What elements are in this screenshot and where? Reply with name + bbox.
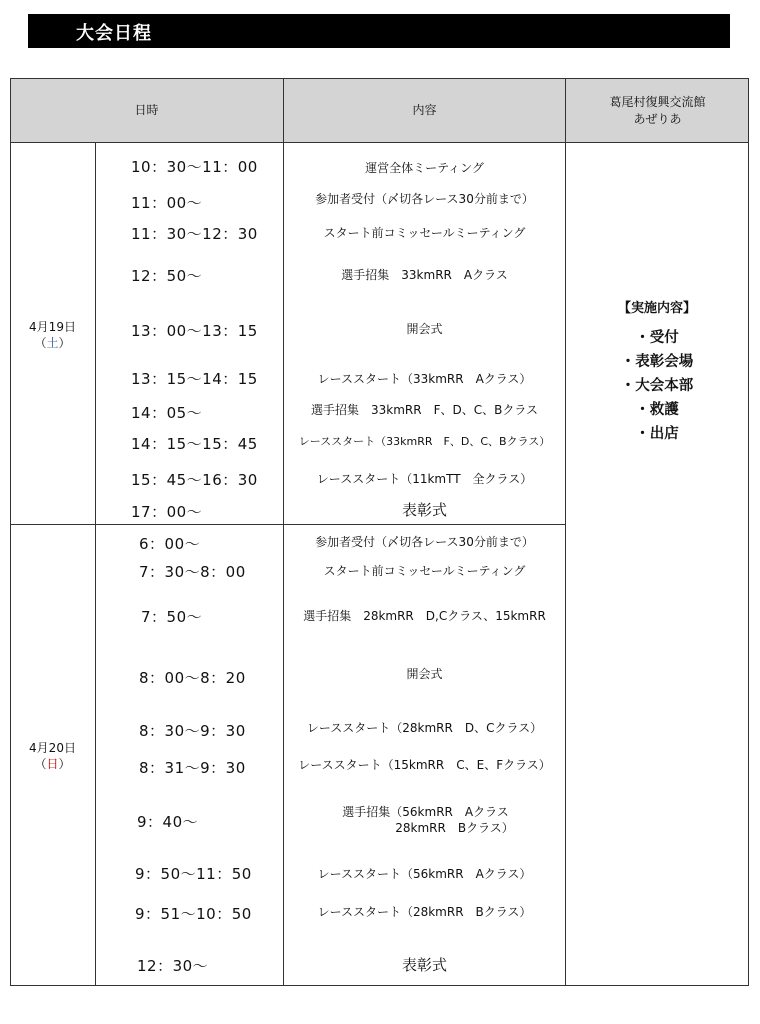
date-day2-weekday-wrap: （日） bbox=[34, 757, 71, 771]
date-day1 bbox=[10, 319, 95, 351]
day1-content-6: レーススタート（33kmRR Aクラス） bbox=[317, 372, 532, 386]
day1-content-1: 運営全体ミーティング bbox=[365, 161, 484, 175]
day2-content-4: 開会式 bbox=[406, 667, 443, 681]
date-day1-label: 4月19日 bbox=[29, 320, 76, 334]
day1-content-10: 表彰式 bbox=[401, 501, 447, 519]
day1-content-2: 参加者受付（〆切各レース30分前まで） bbox=[315, 192, 534, 206]
day-divider bbox=[10, 524, 566, 525]
day2-content-5: レーススタート（28kmRR D、Cクラス） bbox=[306, 721, 543, 735]
header-venue bbox=[566, 94, 749, 128]
day1-content-4: 選手招集 33kmRR Aクラス bbox=[341, 268, 508, 282]
venue-info-title: 【実施内容】 bbox=[617, 301, 696, 316]
day1-content-3: スタート前コミッセールミーティング bbox=[323, 226, 526, 240]
day1-time-10: 17：00～ bbox=[131, 503, 203, 521]
header-venue-name: 葛尾村復興交流館 bbox=[609, 95, 706, 109]
day1-time-1: 10：30～11：00 bbox=[131, 158, 258, 176]
day1-time-5: 13：00～13：15 bbox=[131, 322, 258, 340]
venue-item-headquarters: ・大会本部 bbox=[620, 378, 694, 394]
day2-time-3: 7：50～ bbox=[141, 608, 203, 626]
venue-item-stalls: ・出店 bbox=[635, 426, 679, 442]
day2-content-7 bbox=[284, 804, 565, 836]
header-divider bbox=[10, 142, 749, 143]
header-datetime: 日時 bbox=[134, 103, 159, 117]
day1-time-9: 15：45～16：30 bbox=[131, 471, 258, 489]
col-divider-3 bbox=[565, 78, 566, 986]
day2-content-3: 選手招集 28kmRR D,Cクラス、15kmRR bbox=[303, 609, 546, 623]
day2-content-1: 参加者受付（〆切各レース30分前まで） bbox=[315, 535, 534, 549]
day2-time-7: 9：40～ bbox=[137, 813, 199, 831]
venue-info bbox=[566, 297, 748, 446]
day2-content-6: レーススタート（15kmRR C、E、Fクラス） bbox=[298, 758, 551, 772]
day2-content-7-line1: 選手招集（56kmRR Aクラス bbox=[342, 805, 509, 819]
day1-content-8: レーススタート（33kmRR F、D、C、Bクラス） bbox=[298, 435, 551, 448]
col-divider-1 bbox=[95, 142, 96, 986]
day2-time-6: 8：31～9：30 bbox=[139, 759, 246, 777]
day2-time-10: 12：30～ bbox=[137, 957, 209, 975]
venue-item-reception: ・受付 bbox=[635, 330, 679, 346]
date-day2-label: 4月20日 bbox=[29, 741, 76, 755]
header-content: 内容 bbox=[412, 103, 437, 117]
col-divider-2 bbox=[283, 78, 284, 986]
day1-time-6: 13：15～14：15 bbox=[131, 370, 258, 388]
day2-content-7-line2: 28kmRR Bクラス） bbox=[395, 821, 514, 835]
day2-content-2: スタート前コミッセールミーティング bbox=[323, 564, 526, 578]
day2-content-8: レーススタート（56kmRR Aクラス） bbox=[317, 867, 532, 881]
day2-time-5: 8：30～9：30 bbox=[139, 722, 246, 740]
day1-time-7: 14：05～ bbox=[131, 404, 203, 422]
weekday-sunday: 日 bbox=[46, 757, 59, 771]
date-day2 bbox=[10, 740, 95, 772]
title-bar bbox=[28, 14, 730, 48]
page-title: 大会日程 bbox=[76, 23, 152, 44]
day2-content-9: レーススタート（28kmRR Bクラス） bbox=[317, 905, 532, 919]
venue-item-awards: ・表彰会場 bbox=[620, 354, 694, 370]
venue-item-first-aid: ・救護 bbox=[635, 402, 679, 418]
day1-time-3: 11：30～12：30 bbox=[131, 225, 258, 243]
day2-time-1: 6：00～ bbox=[139, 535, 201, 553]
day1-time-8: 14：15～15：45 bbox=[131, 435, 258, 453]
day2-time-4: 8：00～8：20 bbox=[139, 669, 246, 687]
day1-content-7: 選手招集 33kmRR F、D、C、Bクラス bbox=[311, 403, 538, 417]
day1-time-2: 11：00～ bbox=[131, 194, 203, 212]
day1-content-5: 開会式 bbox=[406, 322, 443, 336]
day2-time-9: 9：51～10：50 bbox=[135, 905, 252, 923]
header-venue-subname: あぜりあ bbox=[633, 112, 682, 126]
schedule-table bbox=[10, 78, 749, 986]
day2-time-8: 9：50～11：50 bbox=[135, 865, 252, 883]
weekday-saturday: 土 bbox=[46, 336, 59, 350]
day1-time-4: 12：50～ bbox=[131, 267, 203, 285]
date-day1-weekday-wrap: （土） bbox=[34, 336, 71, 350]
day2-time-2: 7：30～8：00 bbox=[139, 563, 246, 581]
day1-content-9: レーススタート（11kmTT 全クラス） bbox=[316, 472, 533, 486]
day2-content-10: 表彰式 bbox=[401, 956, 447, 974]
